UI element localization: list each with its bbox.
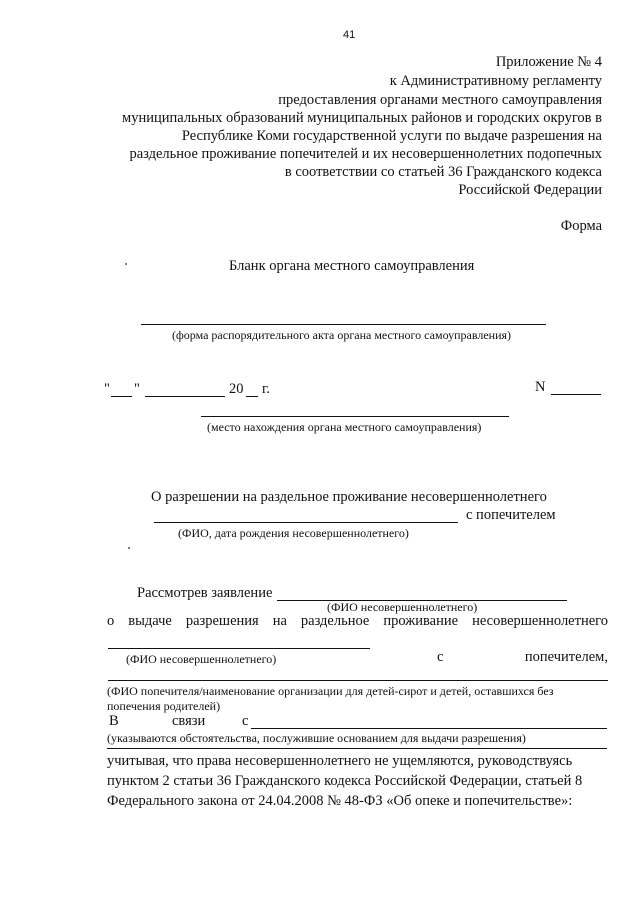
minor-name-line — [154, 522, 458, 523]
connection-label: связи — [172, 713, 206, 729]
reason-line — [251, 728, 607, 729]
issue-word: раздельное — [300, 613, 370, 629]
paragraph-line-3: Федерального закона от 24.04.2008 № 48-ФЗ «Об опеке и попечительстве»: — [107, 793, 573, 809]
considered-label: Рассмотрев заявление — [137, 585, 273, 601]
number-blank — [551, 394, 601, 395]
issue-word: выдаче — [128, 613, 172, 629]
issue-word: о — [107, 613, 115, 629]
act-form-caption: (форма распорядительного акта органа местного самоуправления) — [172, 328, 512, 342]
appendix-line-4: муниципальных образований муниципальных районов и городских округов в — [122, 110, 602, 126]
appendix-line-6: раздельное проживание попечителей и их несовершеннолетних подопечных — [129, 146, 602, 162]
date-close-quote: " — [134, 381, 140, 397]
subject-line-1: О разрешении на раздельное проживание несовершеннолетнего — [151, 489, 547, 505]
date-open-quote: " — [104, 381, 110, 397]
issue-word: проживание — [383, 613, 459, 629]
with-label: с — [437, 649, 444, 665]
reason-line-2 — [107, 748, 607, 749]
minor-caption-2: (ФИО несовершеннолетнего) — [126, 652, 277, 666]
subject-line-2-suffix: с попечителем — [466, 507, 556, 523]
number-label: N — [535, 379, 546, 395]
paragraph-line-1: учитывая, что права несовершеннолетнего не ущемляются, руководствуясь — [107, 753, 573, 769]
location-line — [201, 416, 509, 417]
day-blank — [111, 396, 132, 397]
reason-caption: (указываются обстоятельства, послужившие основанием для выдачи разрешения) — [107, 731, 526, 745]
paragraph-line-2: пунктом 2 статьи 36 Гражданского кодекса Российской Федерации, статьей 8 — [107, 773, 583, 789]
act-form-line — [141, 324, 546, 325]
scan-speck — [125, 263, 127, 265]
minor-caption-1: (ФИО несовершеннолетнего) — [327, 600, 478, 614]
subject-caption: (ФИО, дата рождения несовершеннолетнего) — [178, 526, 409, 540]
appendix-title: Приложение № 4 — [495, 54, 602, 70]
issue-word: несовершеннолетнего — [472, 613, 608, 629]
guardian-caption-2: попечения родителей) — [107, 699, 221, 713]
year-suffix: г. — [262, 381, 270, 397]
guardian-caption-1: (ФИО попечителя/наименование организации для детей-сирот и детей, оставшихся без — [107, 684, 554, 698]
minor-name-line-2 — [108, 648, 370, 649]
location-caption: (место нахождения органа местного самоуправления) — [207, 420, 482, 434]
appendix-line-7: в соответствии со статьей 36 Гражданского кодекса — [284, 164, 602, 180]
year-blank — [246, 396, 258, 397]
issue-line — [107, 613, 608, 630]
guardian-name-line — [108, 680, 608, 681]
appendix-line-5: Республике Коми государственной услуги по выдаче разрешения на — [181, 128, 602, 144]
form-label: Форма — [560, 218, 602, 234]
appendix-line-8: Российской Федерации — [458, 182, 602, 198]
in-label: В — [109, 713, 119, 729]
guardian-label: попечителем, — [524, 649, 608, 665]
month-blank — [145, 396, 225, 397]
issue-word: разрешения — [185, 613, 259, 629]
issue-word: на — [272, 613, 287, 629]
with2-label: с — [242, 713, 249, 729]
appendix-line-2: к Административному регламенту — [389, 73, 602, 89]
page-number: 41 — [343, 29, 356, 41]
scan-speck — [128, 547, 130, 549]
year-prefix: 20 — [229, 381, 244, 397]
blank-title: Бланк органа местного самоуправления — [229, 258, 475, 274]
appendix-line-3: предоставления органами местного самоуправления — [278, 92, 602, 108]
